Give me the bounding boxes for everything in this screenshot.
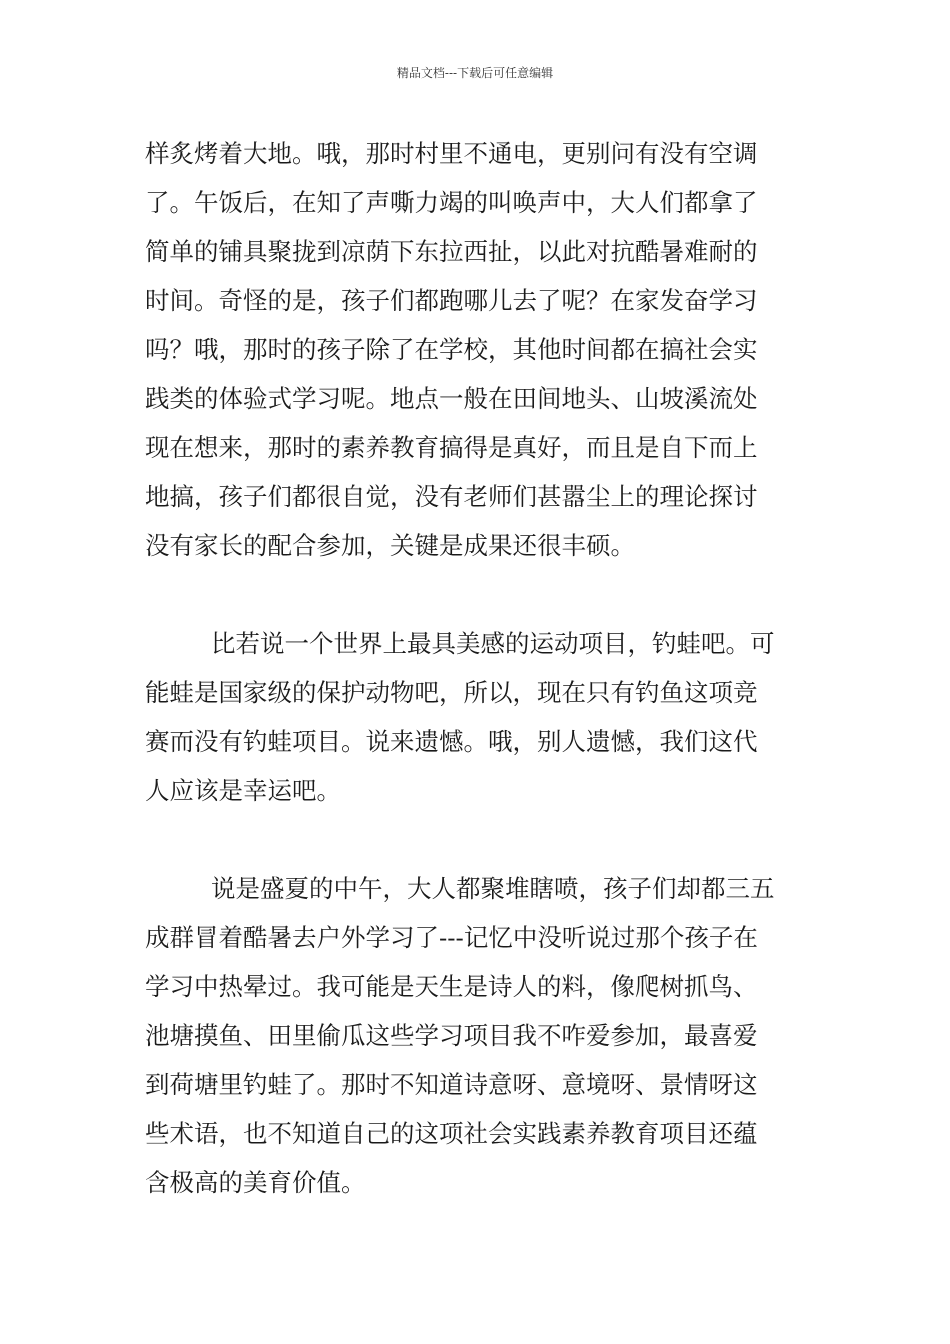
text-line: 成群冒着酷暑去户外学习了---记忆中没听说过那个孩子在 — [145, 923, 758, 952]
page-header: 精品文档---下载后可任意编辑 — [396, 66, 554, 80]
text-line: 了。午饭后，在知了声嘶力竭的叫唤声中，大人们都拿了 — [145, 188, 758, 217]
text-line: 到荷塘里钓蛙了。那时不知道诗意呀、意境呀、景情呀这 — [145, 1070, 758, 1099]
text-line: 时间。奇怪的是，孩子们都跑哪儿去了呢？在家发奋学习 — [145, 286, 758, 315]
text-line: 简单的铺具聚拢到凉荫下东拉西扯，以此对抗酷暑难耐的 — [145, 237, 758, 266]
text-line: 没有家长的配合参加，关键是成果还很丰硕。 — [145, 531, 635, 560]
paragraph-gap — [145, 815, 810, 864]
text-line: 学习中热晕过。我可能是天生是诗人的料，像爬树抓鸟、 — [145, 972, 758, 1001]
paragraph-gap — [145, 570, 810, 619]
text-line: 地搞，孩子们都很自觉，没有老师们甚嚣尘上的理论探讨 — [145, 482, 758, 511]
text-line: 人应该是幸运吧。 — [145, 776, 341, 805]
text-line: 赛而没有钓蛙项目。说来遗憾。哦，别人遗憾，我们这代 — [145, 727, 758, 756]
text-line: 比若说一个世界上最具美感的运动项目，钓蛙吧。可 — [211, 629, 775, 658]
paragraph — [145, 619, 810, 815]
text-line: 吗？哦，那时的孩子除了在学校，其他时间都在搞社会实 — [145, 335, 758, 364]
text-line: 含极高的美育价值。 — [145, 1168, 366, 1197]
text-line: 些术语，也不知道自己的这项社会实践素养教育项目还蕴 — [145, 1119, 758, 1148]
text-line: 池塘摸鱼、田里偷瓜这些学习项目我不咋爱参加，最喜爱 — [145, 1021, 758, 1050]
paragraph — [145, 864, 810, 1207]
text-line: 能蛙是国家级的保护动物吧，所以，现在只有钓鱼这项竞 — [145, 678, 758, 707]
document-body — [145, 129, 810, 1207]
paragraph — [145, 129, 810, 570]
text-line: 现在想来，那时的素养教育搞得是真好，而且是自下而上 — [145, 433, 758, 462]
text-line: 践类的体验式学习呢。地点一般在田间地头、山坡溪流处 — [145, 384, 758, 413]
text-line: 说是盛夏的中午，大人都聚堆瞎喷，孩子们却都三五 — [211, 874, 775, 903]
text-line: 样炙烤着大地。哦，那时村里不通电，更别问有没有空调 — [145, 139, 758, 168]
